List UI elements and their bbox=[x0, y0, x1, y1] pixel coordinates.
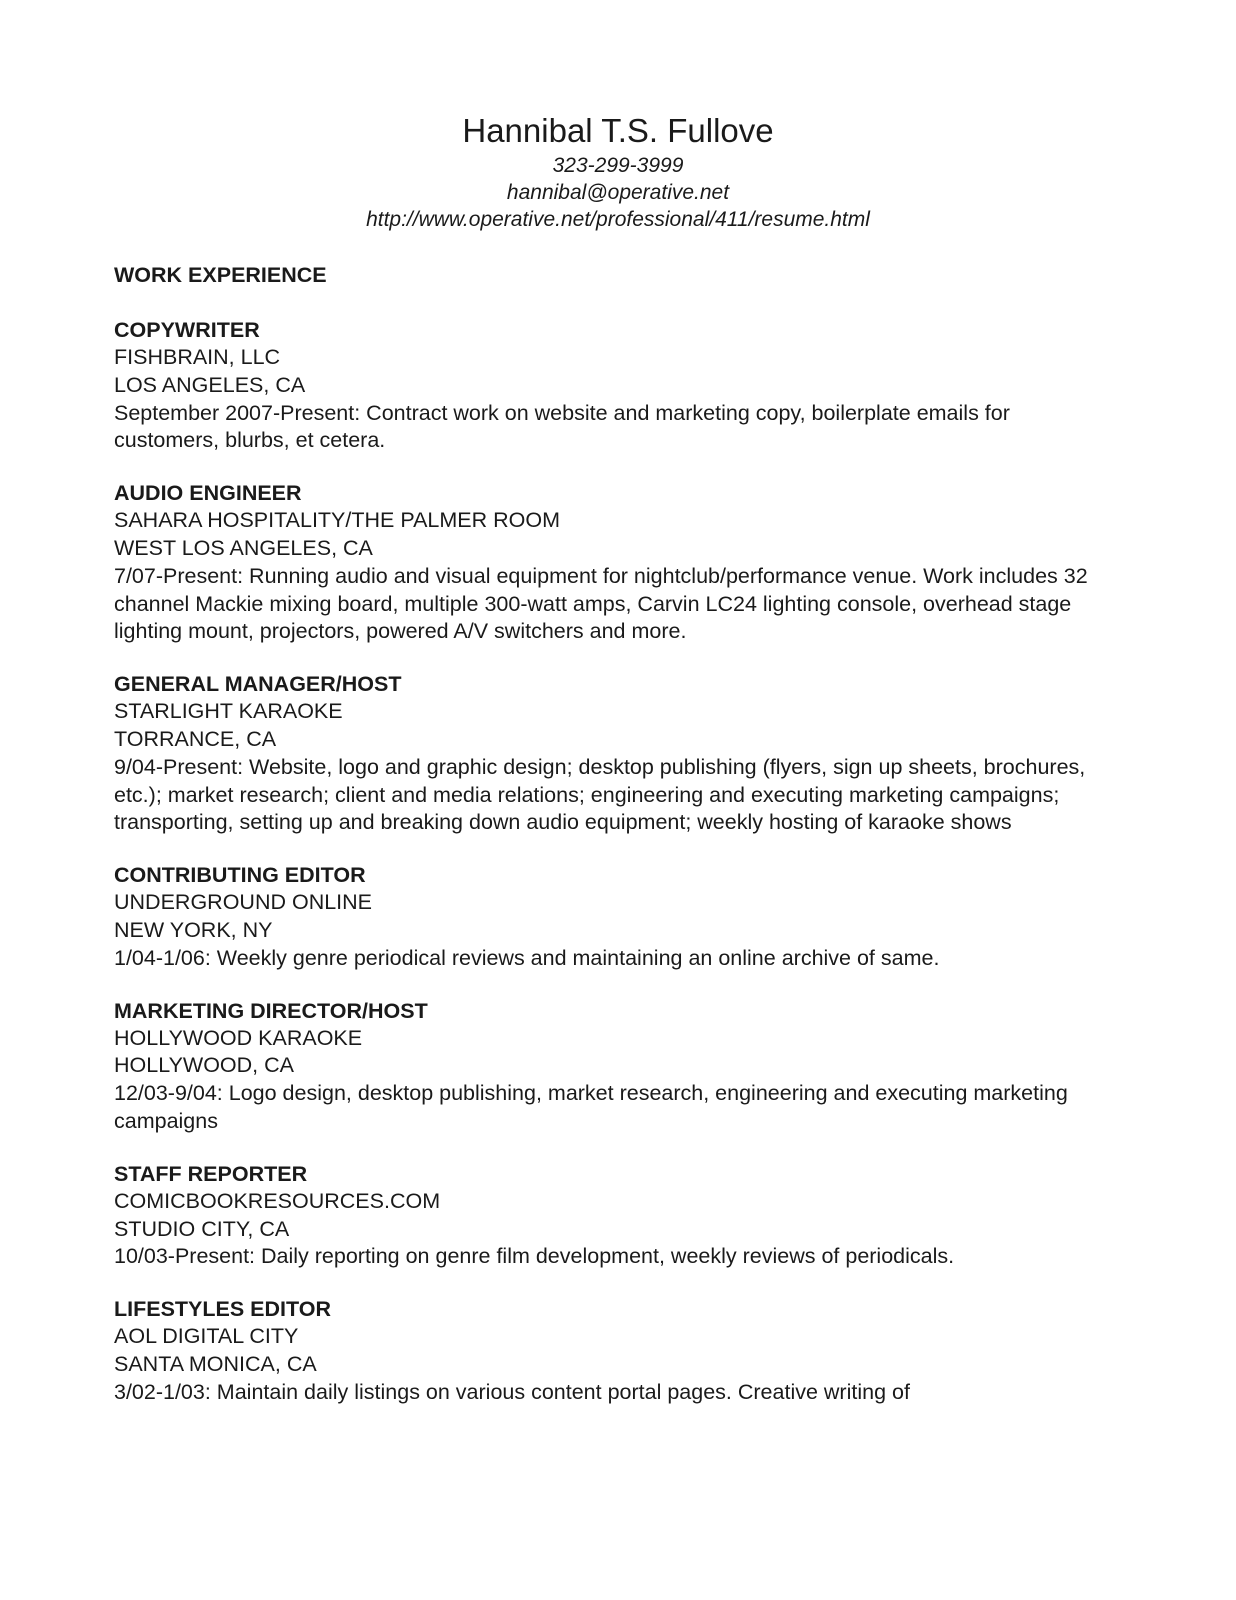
resume-url: http://www.operative.net/professional/411/resume.html bbox=[366, 208, 870, 231]
job-title: MARKETING DIRECTOR/HOST bbox=[114, 998, 428, 1023]
job-entry-marketing-director bbox=[114, 997, 1104, 1136]
job-description: 1/04-1/06: Weekly genre periodical reviews and maintaining an online archive of same. bbox=[114, 945, 940, 970]
job-location: SANTA MONICA, CA bbox=[114, 1351, 317, 1376]
job-entry-audio-engineer bbox=[114, 479, 1104, 646]
job-company: COMICBOOKRESOURCES.COM bbox=[114, 1188, 441, 1213]
job-description: 10/03-Present: Daily reporting on genre film development, weekly reviews of periodicals. bbox=[114, 1244, 955, 1269]
candidate-name: Hannibal T.S. Fullove bbox=[462, 112, 774, 149]
job-company: FISHBRAIN, LLC bbox=[114, 345, 281, 369]
job-entry-lifestyles-editor bbox=[114, 1295, 1104, 1406]
job-location: LOS ANGELES, CA bbox=[114, 372, 306, 397]
job-company: AOL DIGITAL CITY bbox=[114, 1324, 299, 1349]
resume-header bbox=[0, 110, 1236, 233]
job-title: CONTRIBUTING EDITOR bbox=[114, 863, 366, 888]
job-company: UNDERGROUND ONLINE bbox=[114, 890, 373, 915]
job-location: NEW YORK, NY bbox=[114, 917, 273, 942]
job-title: STAFF REPORTER bbox=[114, 1161, 308, 1186]
job-location: STUDIO CITY, CA bbox=[114, 1216, 290, 1241]
phone-number: 323-299-3999 bbox=[552, 154, 684, 177]
email-address: hannibal@operative.net bbox=[506, 181, 730, 204]
job-entry-copywriter bbox=[114, 316, 1104, 455]
job-company: HOLLYWOOD KARAOKE bbox=[114, 1025, 363, 1050]
job-title: AUDIO ENGINEER bbox=[114, 481, 302, 506]
job-location: HOLLYWOOD, CA bbox=[114, 1053, 294, 1078]
job-title: COPYWRITER bbox=[114, 318, 260, 342]
job-title: GENERAL MANAGER/HOST bbox=[114, 672, 402, 697]
job-company: SAHARA HOSPITALITY/THE PALMER ROOM bbox=[114, 508, 561, 533]
job-entry-general-manager bbox=[114, 670, 1104, 837]
job-description: 12/03-9/04: Logo design, desktop publishing, market research, engineering and executing marketing campaigns bbox=[114, 1081, 1068, 1133]
resume-body bbox=[114, 261, 1104, 1431]
job-location: WEST LOS ANGELES, CA bbox=[114, 535, 373, 560]
job-description: 3/02-1/03: Maintain daily listings on various content portal pages. Creative writing of bbox=[114, 1379, 910, 1404]
job-entry-contributing-editor bbox=[114, 861, 1104, 972]
job-title: LIFESTYLES EDITOR bbox=[114, 1297, 332, 1322]
job-entry-staff-reporter bbox=[114, 1160, 1104, 1271]
job-location: TORRANCE, CA bbox=[114, 726, 277, 751]
job-description: 9/04-Present: Website, logo and graphic design; desktop publishing (flyers, sign up sheets, brochures, etc.); market research; client and media relations; engineering and executing marketing campaigns; transporting, setting up and breaking down audio equipment; weekly hosting of karaoke shows bbox=[114, 754, 1086, 835]
job-company: STARLIGHT KARAOKE bbox=[114, 699, 343, 724]
job-description: September 2007-Present: Contract work on website and marketing copy, boilerplate emails for customers, blurbs, et cetera. bbox=[114, 400, 1010, 453]
section-title-work-experience: WORK EXPERIENCE bbox=[114, 263, 327, 287]
job-description: 7/07-Present: Running audio and visual equipment for nightclub/performance venue. Work includes 32 channel Mackie mixing board, multiple 300-watt amps, Carvin LC24 lighting console, overhead stage lighting mount, projectors, powered A/V switchers and more. bbox=[114, 563, 1088, 644]
